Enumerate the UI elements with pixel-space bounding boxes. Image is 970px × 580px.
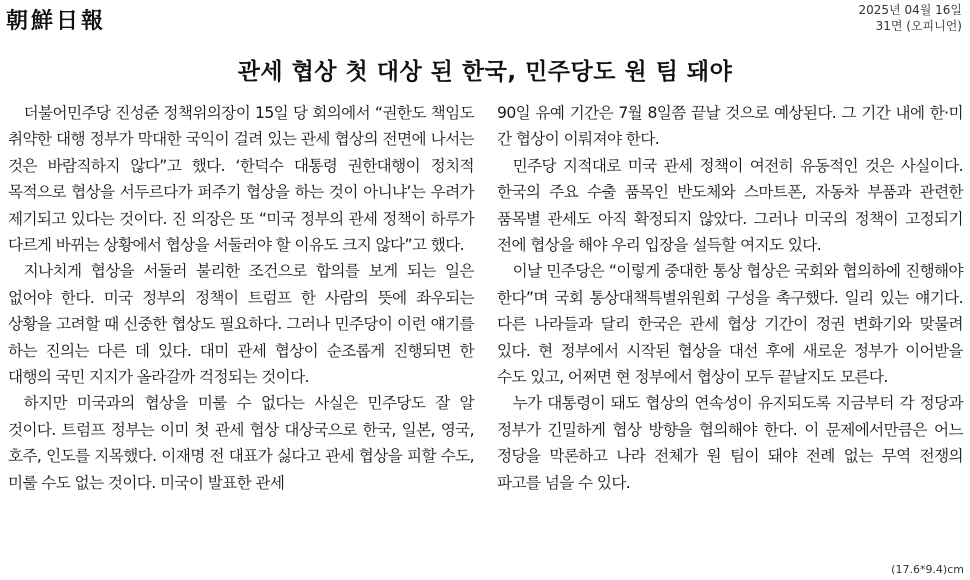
article-paragraph: 하지만 미국과의 협상을 미룰 수 없다는 사실은 민주당도 잘 알 것이다. 트럼프 정부는 이미 첫 관세 협상 대상국으로 한국, 일본, 영국, 호주, 인도를 지목했다. 이재명 전 대표가 싫다고 관세 협상을 피할 수도, 미룰 수도 없는 것이다. 미국이 발표한 관세 [8,394,474,492]
publication-meta [859,2,962,34]
article-paragraph: 더불어민주당 진성준 정책위의장이 15일 당 회의에서 “권한도 책임도 취약한 대행 정부가 막대한 국익이 걸려 있는 관세 협상의 전면에 나서는 것은 바람직하지 않다”고 했다. ‘한덕수 대통령 권한대행이 정치적 목적으로 협상을 서두르다가 퍼주기 협상을 하는 것이 아니냐’는 우려가 제기되고 있다는 것이다. 진 의장은 또 “미국 정부의 관세 정책이 하루가 다르게 바뀌는 상황에서 협상을 서둘러야 할 이유도 크지 않다”고 했다. [8,104,474,255]
article-paragraph: 누가 대통령이 돼도 협상의 연속성이 유지되도록 지금부터 각 정당과 정부가 긴밀하게 협상 방향을 협의해야 한다. 이 문제에서만큼은 어느 정당을 막론하고 나라 전체가 원 팀이 돼야 전례 없는 무역 전쟁의 파고를 넘을 수 있다. [497,394,963,492]
article-paragraph: 이날 민주당은 “이렇게 중대한 통상 협상은 국회와 협의하에 진행해야 한다”며 국회 통상대책특별위원회 구성을 촉구했다. 일리 있는 얘기다. 다른 나라들과 달리 한국은 관세 협상 기간이 정권 변화기와 맞물려 있다. 현 정부에서 시작된 협상을 대선 후에 새로운 정부가 이어받을 수도 있고, 어쩌면 현 정부에서 협상이 모두 끝날지도 모른다. [497,262,963,387]
article-body [8,100,963,496]
article-paragraph: 지나치게 협상을 서둘러 불리한 조건으로 합의를 보게 되는 일은 없어야 한다. 미국 정부의 정책이 트럼프 한 사람의 뜻에 좌우되는 상황을 고려할 때 신중한 협상도 필요하다. 그러나 민주당이 이런 얘기를 하는 진의는 다른 데 있다. 대미 관세 협상이 순조롭게 진행되면 한 대행의 국민 지지가 올라갈까 걱정되는 것이다. [8,262,474,387]
newspaper-logo: 朝鮮日報 [6,8,107,34]
article-column-right [497,100,963,496]
clipping-size-note: (17.6*9.4)cm [891,563,964,576]
article-paragraph: 90일 유예 기간은 7월 8일쯤 끝날 것으로 예상된다. 그 기간 내에 한·미 간 협상이 이뤄져야 한다. [497,104,963,149]
page-section: 31면 (오피니언) [875,19,962,33]
article-paragraph: 민주당 지적대로 미국 관세 정책이 여전히 유동적인 것은 사실이다. 한국의 주요 수출 품목인 반도체와 스마트폰, 자동차 부품과 관련한 품목별 관세도 아직 확정되지 않았다. 그러나 미국의 정책이 고정되기 전에 협상을 해야 우리 입장을 설득할 여지도 있다. [497,156,963,255]
article-column-left [8,100,474,496]
article-headline: 관세 협상 첫 대상 된 한국, 민주당도 원 팀 돼야 [237,59,733,86]
publication-date: 2025년 04월 16일 [858,3,962,17]
